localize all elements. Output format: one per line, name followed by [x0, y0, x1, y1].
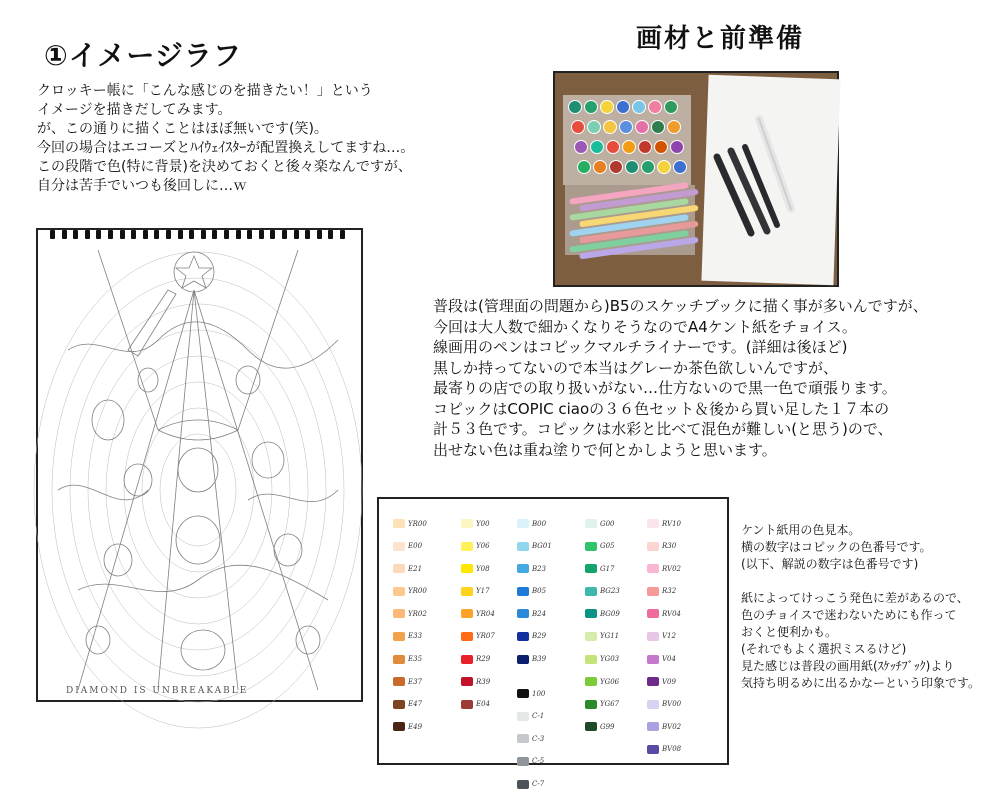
- swatch-item: [461, 558, 495, 581]
- sketch-caption: DIAMOND IS UNBREAKABLE: [66, 686, 249, 696]
- rough-sketch-illustration: [38, 230, 361, 700]
- swatch-code: BG23: [600, 587, 620, 596]
- swatch-chip: [517, 519, 529, 528]
- text-line: が、この通りに描くことはほぼ無いです(笑)。: [37, 121, 328, 137]
- text-line: 横の数字はコピックの色番号です。: [741, 540, 932, 554]
- swatch-code: C-3: [532, 734, 545, 743]
- swatch-chip: [461, 542, 473, 551]
- text-line: おくと便利かも。: [741, 625, 838, 639]
- swatch-chip: [393, 655, 405, 664]
- binding-ring: [143, 230, 148, 239]
- swatch-item: [461, 581, 495, 604]
- swatch-chip: [517, 632, 529, 641]
- text-line: 今回の場合はエコーズとﾊｲｳｪｲｽﾀｰが配置換えしてますね…。: [37, 140, 415, 156]
- swatch-code: B23: [532, 564, 547, 573]
- swatch-code: C-1: [532, 712, 545, 721]
- swatch-code: YR00: [408, 519, 427, 528]
- swatch-item: [517, 558, 552, 581]
- binding-ring: [50, 230, 55, 239]
- swatch-item: [647, 581, 681, 604]
- swatch-item: [585, 716, 620, 739]
- binding-ring: [305, 230, 310, 239]
- swatch-item: [517, 751, 552, 774]
- swatch-item: [585, 536, 620, 559]
- swatch-chip: [517, 564, 529, 573]
- text-line: 最寄りの店での取り扱いがない…仕方ないので黒一色で頑張ります。: [433, 379, 897, 397]
- binding-ring: [236, 230, 241, 239]
- swatch-chip: [647, 564, 659, 573]
- swatch-item: [647, 739, 681, 762]
- swatch-code: B29: [532, 632, 547, 641]
- swatch-code: BV00: [662, 700, 682, 709]
- text-line: 黒しか持ってないので本当はグレーか茶色欲しいんですが、: [433, 358, 839, 377]
- swatch-code: R39: [476, 677, 491, 686]
- swatch-code: YG11: [600, 632, 620, 641]
- swatch-code: YG06: [600, 677, 620, 686]
- section-title-materials: 画材と前準備: [636, 24, 805, 54]
- swatch-code: Y06: [476, 542, 490, 551]
- swatch-code: YR02: [408, 609, 427, 618]
- text-line: 普段は(管理面の問題から)B5のスケッチブックに描く事が多いんですが、: [433, 297, 928, 315]
- swatch-column-5: [647, 513, 681, 762]
- swatch-chip: [393, 677, 405, 686]
- swatch-code: E21: [408, 564, 423, 573]
- swatch-item: [393, 558, 427, 581]
- swatch-code: BV02: [662, 722, 682, 731]
- markers-photo: [553, 71, 839, 287]
- swatch-code: 100: [532, 689, 546, 698]
- swatch-chip: [393, 542, 405, 551]
- swatch-chip: [585, 677, 597, 686]
- swatch-code: YR04: [476, 609, 495, 618]
- swatch-chip: [461, 519, 473, 528]
- swatch-code: V09: [662, 677, 676, 686]
- swatch-item: [647, 603, 681, 626]
- binding-ring: [120, 230, 125, 239]
- swatch-item: [585, 558, 620, 581]
- swatch-chip: [585, 542, 597, 551]
- binding-ring: [317, 230, 322, 239]
- color-swatch-sheet: [377, 497, 729, 789]
- swatch-item: [647, 716, 681, 739]
- swatch-item: [517, 706, 552, 729]
- rough-sketch: [36, 228, 363, 702]
- swatch-chip: [585, 700, 597, 709]
- swatch-chip: [461, 564, 473, 573]
- swatch-chip: [647, 700, 659, 709]
- swatch-chip: [517, 587, 529, 596]
- spiral-binding: [38, 230, 361, 240]
- swatch-chip: [393, 519, 405, 528]
- swatch-code: YG67: [600, 700, 620, 709]
- binding-ring: [328, 230, 333, 239]
- swatch-chip: [461, 700, 473, 709]
- swatch-chip: [517, 542, 529, 551]
- swatch-code: BG01: [532, 542, 552, 551]
- swatch-item: [517, 728, 552, 751]
- text-line: 紙によってけっこう発色に差があるので、: [741, 591, 969, 605]
- swatch-item: [393, 581, 427, 604]
- text-line: 出せない色は重ね塗りで何とかしようと思います。: [433, 440, 777, 459]
- binding-ring: [62, 230, 67, 239]
- text-line: クロッキー帳に「こんな感じのを描きたい！」という: [37, 83, 373, 99]
- swatch-chip: [393, 722, 405, 731]
- swatch-code: C-5: [532, 757, 545, 766]
- swatch-item: [585, 649, 620, 672]
- text-line: 計５３色です。コピックは水彩と比べて混色が難しい(と思う)ので、: [433, 420, 893, 438]
- swatch-item: [461, 603, 495, 626]
- swatch-item: [393, 536, 427, 559]
- binding-ring: [294, 230, 299, 239]
- swatch-chip: [517, 689, 529, 698]
- swatch-code: R30: [662, 542, 677, 551]
- swatch-code: G99: [600, 722, 615, 731]
- swatch-code: G17: [600, 564, 615, 573]
- swatch-item: [647, 694, 681, 717]
- text-line: イメージを描きだしてみます。: [37, 102, 232, 118]
- swatch-code: E35: [408, 655, 423, 664]
- swatch-item: [647, 626, 681, 649]
- swatch-chip: [585, 519, 597, 528]
- swatch-chip: [647, 609, 659, 618]
- swatch-chip: [461, 632, 473, 641]
- swatch-item: [461, 694, 495, 717]
- swatch-item: [393, 626, 427, 649]
- swatch-column-1: [393, 513, 427, 739]
- swatch-chip: [517, 655, 529, 664]
- binding-ring: [96, 230, 101, 239]
- swatch-chip: [461, 587, 473, 596]
- text-line: 今回は大人数で細かくなりそうなのでA4ケント紙をチョイス。: [433, 317, 857, 336]
- swatch-code: B05: [532, 587, 547, 596]
- swatch-code: B39: [532, 655, 547, 664]
- swatch-code: RV04: [662, 609, 681, 618]
- swatch-code: RV10: [662, 519, 681, 528]
- swatch-item: [393, 671, 427, 694]
- swatch-item: [393, 716, 427, 739]
- swatch-code: C-7: [532, 780, 545, 789]
- text-line: この段階で色(特に背景)を決めておくと後々楽なんですが、: [37, 159, 412, 175]
- swatch-chip: [461, 655, 473, 664]
- swatch-chip: [393, 587, 405, 596]
- swatch-code: Y00: [476, 519, 490, 528]
- text-line: 気持ち明るめに出るかなーという印象です。: [741, 676, 981, 690]
- text-line: (以下、解説の数字は色番号です): [741, 557, 919, 571]
- swatch-chip: [647, 745, 659, 754]
- swatch-code: YR07: [476, 632, 495, 641]
- swatch-item: [585, 626, 620, 649]
- swatch-chip: [393, 632, 405, 641]
- binding-ring: [85, 230, 90, 239]
- swatch-item: [585, 581, 620, 604]
- swatch-item: [517, 581, 552, 604]
- text-line: 見た感じは普段の画用紙(ｽｹｯﾁﾌﾞｯｸ)より: [741, 659, 955, 673]
- swatch-item: [585, 603, 620, 626]
- binding-ring: [108, 230, 113, 239]
- text-line: 線画用のペンはコピックマルチライナーです。(詳細は後ほど): [433, 338, 848, 356]
- swatch-chip: [647, 587, 659, 596]
- swatch-code: E49: [408, 722, 423, 731]
- swatch-code: Y08: [476, 564, 490, 573]
- swatch-item: [461, 671, 495, 694]
- swatch-code: E37: [408, 677, 423, 686]
- swatch-chip: [647, 677, 659, 686]
- swatch-item: [461, 649, 495, 672]
- binding-ring: [270, 230, 275, 239]
- swatch-chip: [393, 564, 405, 573]
- swatch-chip: [647, 542, 659, 551]
- swatch-chip: [585, 564, 597, 573]
- swatch-item: [517, 774, 552, 797]
- swatch-item: [585, 513, 620, 536]
- swatch-item: [647, 513, 681, 536]
- swatch-item: [517, 603, 552, 626]
- swatch-column-3: [517, 513, 552, 796]
- swatch-item: [585, 694, 620, 717]
- binding-ring: [189, 230, 194, 239]
- swatch-code: V12: [662, 632, 676, 641]
- swatch-chip: [461, 677, 473, 686]
- swatch-code: RV02: [662, 564, 681, 573]
- text-line: 自分は苦手でいつも後回しに…ｗ: [37, 178, 247, 194]
- binding-ring: [247, 230, 252, 239]
- swatch-code: B24: [532, 609, 547, 618]
- section2-text: [433, 296, 928, 460]
- swatch-item: [393, 603, 427, 626]
- swatch-item: [461, 626, 495, 649]
- binding-ring: [154, 230, 159, 239]
- binding-ring: [212, 230, 217, 239]
- swatch-code: BV08: [662, 745, 682, 754]
- text-line: ケント紙用の色見本。: [741, 523, 861, 537]
- swatch-column-4: [585, 513, 620, 739]
- markers-photo-illustration: [555, 73, 837, 285]
- swatch-code: E47: [408, 700, 423, 709]
- binding-ring: [178, 230, 183, 239]
- binding-ring: [224, 230, 229, 239]
- swatch-note: [741, 522, 980, 692]
- binding-ring: [166, 230, 171, 239]
- swatch-chip: [585, 722, 597, 731]
- swatch-chip: [461, 609, 473, 618]
- swatch-chip: [585, 632, 597, 641]
- swatch-chip: [393, 700, 405, 709]
- swatch-code: YR00: [408, 587, 427, 596]
- swatch-code: E33: [408, 632, 423, 641]
- swatch-item: [393, 694, 427, 717]
- binding-ring: [131, 230, 136, 239]
- swatch-item: [647, 671, 681, 694]
- binding-ring: [201, 230, 206, 239]
- swatch-code: G05: [600, 542, 615, 551]
- text-line: (それでもよく選択ミスるけど): [741, 642, 907, 656]
- swatch-chip: [647, 632, 659, 641]
- swatch-code: E04: [476, 700, 491, 709]
- swatch-item: [647, 649, 681, 672]
- swatch-item: [517, 683, 552, 706]
- swatch-chip: [393, 609, 405, 618]
- swatch-chip: [517, 757, 529, 766]
- section-title-image-rough: ①イメージラフ: [44, 39, 242, 72]
- text-line: 色のチョイスで迷わないためにも作って: [741, 608, 957, 622]
- binding-ring: [282, 230, 287, 239]
- swatch-column-2: [461, 513, 495, 716]
- swatch-code: R29: [476, 655, 491, 664]
- swatch-chip: [517, 780, 529, 789]
- binding-ring: [259, 230, 264, 239]
- swatch-chip: [647, 722, 659, 731]
- swatch-item: [517, 536, 552, 559]
- binding-ring: [73, 230, 78, 239]
- swatch-code: V04: [662, 655, 676, 664]
- swatch-chip: [517, 734, 529, 743]
- swatch-item: [393, 649, 427, 672]
- swatch-chip: [517, 609, 529, 618]
- swatch-chip: [585, 609, 597, 618]
- swatch-item: [393, 513, 427, 536]
- swatch-code: Y17: [476, 587, 490, 596]
- swatch-chip: [517, 712, 529, 721]
- text-line: コピックはCOPIC ciaoの３６色セット＆後から買い足した１７本の: [433, 399, 890, 418]
- swatch-item: [517, 649, 552, 672]
- swatch-item: [585, 671, 620, 694]
- swatch-item: [461, 536, 495, 559]
- swatch-code: BG09: [600, 609, 620, 618]
- swatch-code: E00: [408, 542, 423, 551]
- swatch-chip: [585, 655, 597, 664]
- binding-ring: [340, 230, 345, 239]
- section1-text: [37, 82, 414, 196]
- swatch-code: B00: [532, 519, 547, 528]
- swatch-chip: [647, 655, 659, 664]
- swatch-code: YG03: [600, 655, 620, 664]
- swatch-item: [517, 626, 552, 649]
- swatch-item: [647, 536, 681, 559]
- swatch-item: [517, 513, 552, 536]
- swatch-code: R32: [662, 587, 677, 596]
- swatch-chip: [585, 587, 597, 596]
- swatch-code: G00: [600, 519, 615, 528]
- swatch-item: [461, 513, 495, 536]
- swatch-chip: [647, 519, 659, 528]
- swatch-item: [647, 558, 681, 581]
